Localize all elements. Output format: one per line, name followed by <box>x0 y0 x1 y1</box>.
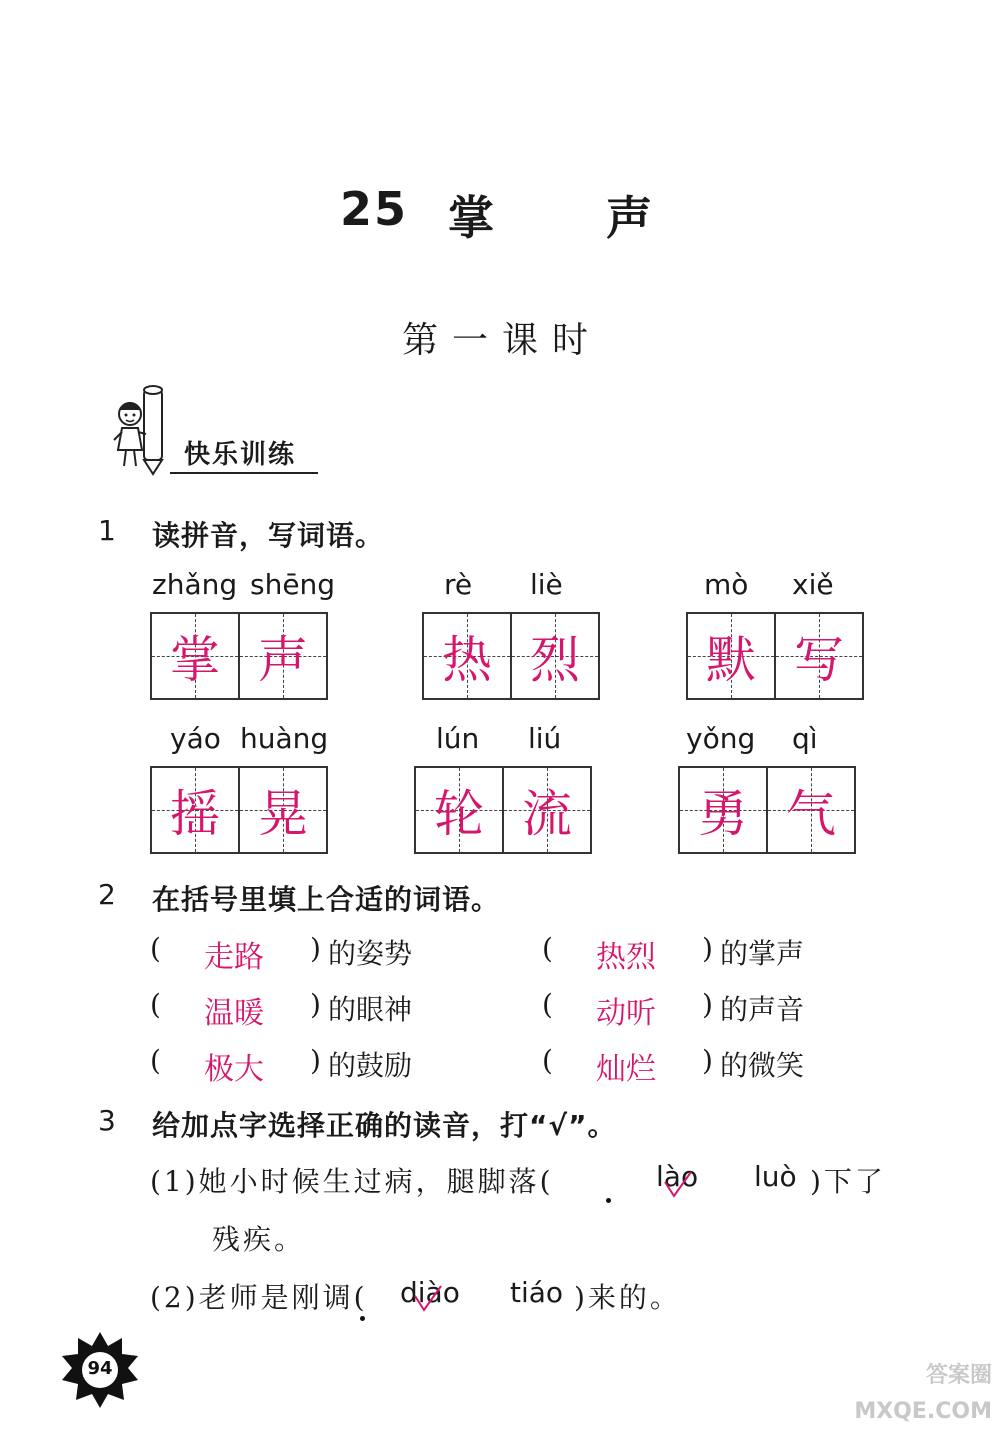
writing-cell <box>238 614 326 698</box>
pinyin-lun: lún <box>436 722 480 755</box>
answer-char: 流 <box>522 785 572 843</box>
answer-char: 轮 <box>434 785 484 843</box>
answer-char: 写 <box>794 631 844 689</box>
answer-char: 勇 <box>698 785 748 843</box>
section-label: 快乐训练 <box>184 440 297 470</box>
answer-char: 热 <box>442 631 492 689</box>
fill-answer: 动听 <box>596 996 656 1031</box>
page-number-badge <box>60 1330 140 1410</box>
question-3-text: 给加点字选择正确的读音，打“√”。 <box>152 1109 617 1142</box>
writing-cell <box>502 768 590 852</box>
pinyin-mo: mò <box>704 568 749 601</box>
writing-grid-relie <box>422 612 600 700</box>
fill-row: ( 灿烂 ) 的微笑 <box>542 1044 805 1087</box>
writing-cell <box>774 614 862 698</box>
item-1-continuation: 残疾。 <box>212 1223 306 1256</box>
lesson-number: 25 <box>340 182 409 236</box>
fill-suffix: 的微笑 <box>720 1049 805 1082</box>
answer-char: 气 <box>786 785 836 843</box>
item-1-end: )下了 <box>810 1165 886 1198</box>
pinyin-sheng: shēng <box>250 568 336 601</box>
page-number: 94 <box>87 1358 113 1379</box>
girl-with-pencil-icon <box>108 384 178 476</box>
pinyin-xie: xiě <box>792 568 834 601</box>
pinyin-qi: qì <box>792 722 818 755</box>
writing-cell <box>152 768 238 852</box>
writing-grid-yaohuang <box>150 766 328 854</box>
fill-suffix: 的声音 <box>720 993 805 1026</box>
writing-cell <box>152 614 238 698</box>
fill-answer: 极大 <box>204 1052 264 1087</box>
pinyin-zhang: zhǎng <box>152 568 238 601</box>
pinyin-yong: yǒng <box>686 722 756 755</box>
pinyin-yao: yáo <box>170 722 221 755</box>
fill-row: ( 走路 ) 的姿势 <box>150 932 413 975</box>
pinyin-huang: huàng <box>240 722 329 755</box>
writing-cell <box>680 768 766 852</box>
answer-char: 摇 <box>170 785 220 843</box>
fill-suffix: 的眼神 <box>328 993 413 1026</box>
question-2-text: 在括号里填上合适的词语。 <box>152 883 501 916</box>
question-1-text: 读拼音，写词语。 <box>152 519 385 552</box>
writing-cell <box>766 768 854 852</box>
answer-char: 声 <box>258 631 308 689</box>
answer-char: 烈 <box>530 631 580 689</box>
fill-answer: 灿烂 <box>596 1052 656 1087</box>
lesson-title-char-2: 声 <box>606 191 654 245</box>
fill-suffix: 的鼓励 <box>328 1049 413 1082</box>
checkmark-icon <box>412 1284 444 1314</box>
section-header <box>108 384 328 479</box>
emphasis-dot <box>360 1316 365 1321</box>
question-3-item-1 <box>150 1160 910 1200</box>
answer-char: 掌 <box>170 631 220 689</box>
lesson-title-char-1: 掌 <box>448 191 496 245</box>
writing-cell <box>688 614 774 698</box>
item-2-end: )来的。 <box>574 1281 681 1314</box>
item-1-text: (1)她小时候生过病，腿脚落( <box>150 1165 554 1198</box>
answer-char: 晃 <box>258 785 308 843</box>
option-tiao: tiáo <box>510 1276 564 1309</box>
writing-grid-zhangsheng <box>150 612 328 700</box>
option-lao: lào <box>656 1160 699 1193</box>
writing-grid-yongqi <box>678 766 856 854</box>
writing-grid-lunliu <box>414 766 592 854</box>
pinyin-re: rè <box>444 568 473 601</box>
fill-row: ( 动听 ) 的声音 <box>542 988 805 1031</box>
fill-row: ( 温暖 ) 的眼神 <box>150 988 413 1031</box>
question-3-item-2 <box>150 1276 750 1316</box>
fill-row: ( 热烈 ) 的掌声 <box>542 932 805 975</box>
writing-cell <box>424 614 510 698</box>
lesson-subtitle: 第一课时 <box>402 320 603 361</box>
question-3-number: 3 <box>98 1104 116 1137</box>
writing-cell <box>510 614 598 698</box>
writing-grid-moxie <box>686 612 864 700</box>
fill-suffix: 的姿势 <box>328 937 413 970</box>
writing-cell <box>416 768 502 852</box>
fill-answer: 温暖 <box>204 996 264 1031</box>
option-diao: diào <box>400 1276 460 1309</box>
writing-cell <box>238 768 326 852</box>
pinyin-lie: liè <box>530 568 563 601</box>
fill-row: ( 极大 ) 的鼓励 <box>150 1044 413 1087</box>
question-1-number: 1 <box>98 514 116 547</box>
question-2-number: 2 <box>98 878 116 911</box>
fill-answer: 热烈 <box>596 940 656 975</box>
answer-char: 默 <box>706 631 756 689</box>
section-underline <box>170 472 318 474</box>
watermark: 答案圈 MXQE.COM <box>854 1363 992 1424</box>
pinyin-liu: liú <box>528 722 562 755</box>
emphasis-dot <box>606 1198 611 1203</box>
lesson-title <box>340 182 680 245</box>
checkmark-icon <box>662 1170 694 1200</box>
option-luo: luò <box>754 1160 797 1193</box>
fill-answer: 走路 <box>204 940 264 975</box>
item-2-text: (2)老师是刚调( <box>150 1281 368 1314</box>
fill-suffix: 的掌声 <box>720 937 805 970</box>
